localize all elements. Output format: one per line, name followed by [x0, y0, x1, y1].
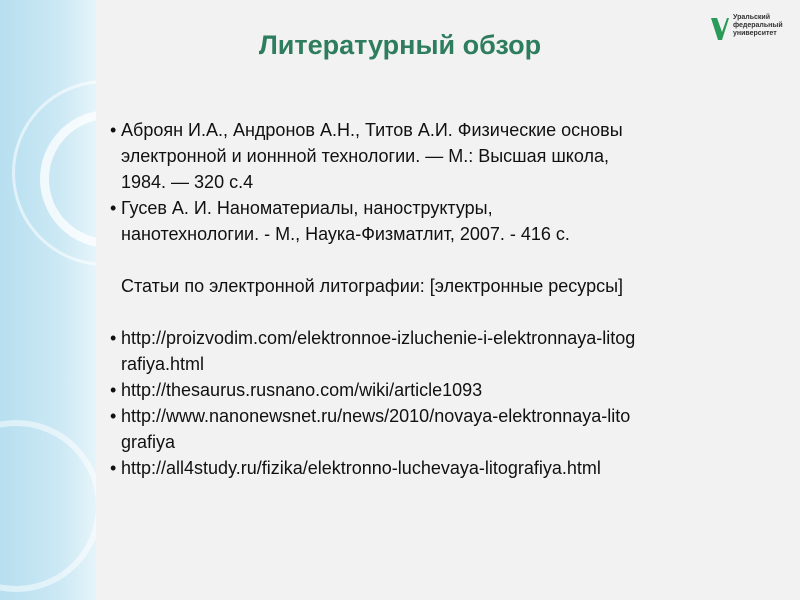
reference-link-4[interactable]: • http://all4study.ru/fizika/elektronno-luchevaya-litografiya.html	[110, 455, 770, 481]
bullet: •	[110, 120, 117, 140]
articles-heading: Статьи по электронной литографии: [электронные ресурсы]	[121, 276, 624, 296]
reference-link-2[interactable]: • http://thesaurus.rusnano.com/wiki/article1093	[110, 377, 770, 403]
university-logo	[710, 14, 782, 58]
university-logo-icon	[710, 16, 730, 42]
reference-link-3[interactable]: • http://www.nanonewsnet.ru/news/2010/novaya-elektronnaya-lito grafiya	[110, 403, 770, 455]
decorative-side-band	[0, 0, 96, 600]
reference-book-2: • Гусев А. И. Наноматериалы, наноструктуры, нанотехнологии. - М., Наука-Физматлит, 2007. - 416 с.	[110, 195, 770, 247]
bullet: •	[110, 380, 117, 400]
reference-book-1: • Аброян И.А., Андронов А.Н., Титов А.И. Физические основы электронной и ионнной технологии. — М.: Высшая школа, 1984. — 320 с.4	[110, 117, 770, 195]
bullet: •	[110, 458, 117, 478]
bullet: •	[110, 328, 117, 348]
bullet: •	[110, 406, 117, 426]
references-list	[110, 117, 770, 481]
decorative-ring	[0, 420, 96, 592]
reference-link-1[interactable]: • http://proizvodim.com/elektronnoe-izluchenie-i-elektronnaya-litog rafiya.html	[110, 325, 770, 377]
university-logo-text: Уральский федеральный университет	[733, 14, 783, 37]
slide-title: Литературный обзор	[258, 30, 542, 60]
bullet: •	[110, 198, 117, 218]
